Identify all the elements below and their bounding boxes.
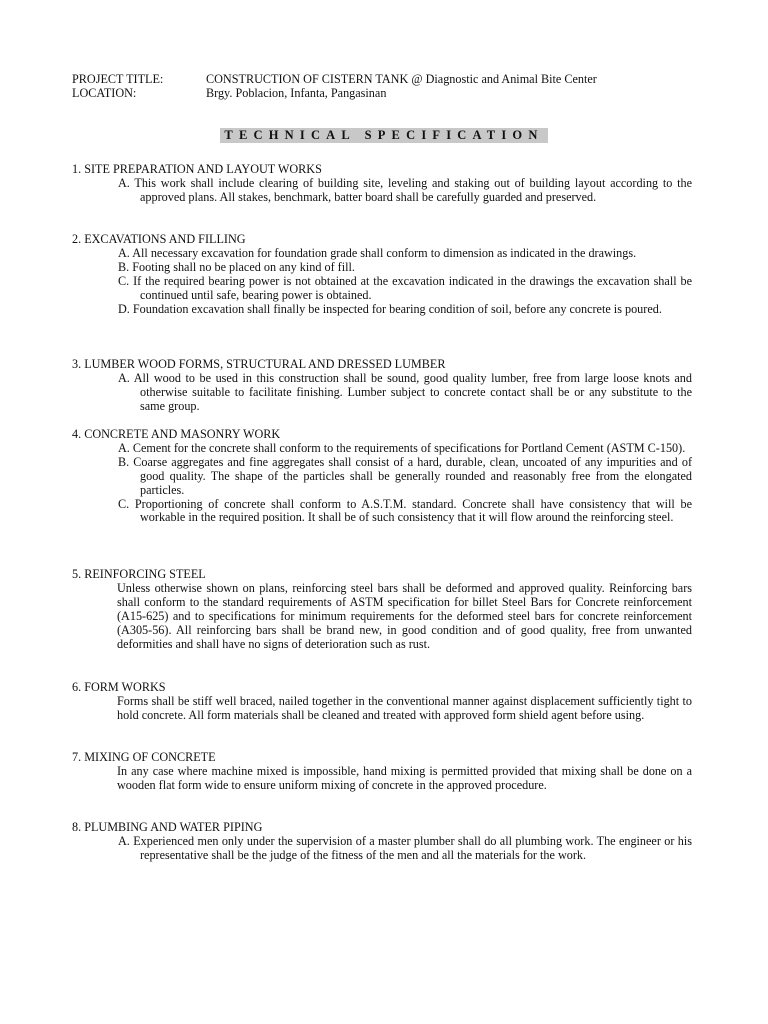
spec-paragraph: Forms shall be stiff well braced, nailed together in the conventional manner against displacement sufficiently tight to hold concrete. All form materials shall be cleaned and treated with approved form shield agent before using.	[117, 693, 692, 722]
project-title-value: CONSTRUCTION OF CISTERN TANK @ Diagnostic and Animal Bite Center	[206, 72, 597, 86]
spec-item: B. Coarse aggregates and fine aggregates shall consist of a hard, durable, clean, uncoated of any impurities and of good quality. The shape of the particles shall be generally rounded and reasonably free from the elongated particles.	[118, 454, 692, 497]
location-row	[72, 87, 712, 101]
section-reinforcing-steel	[72, 568, 692, 651]
spec-item: A. All necessary excavation for foundation grade shall conform to dimension as indicated in the drawings.	[118, 245, 637, 260]
section-lumber	[72, 358, 692, 414]
section-title: 2. EXCAVATIONS AND FILLING	[72, 232, 246, 246]
spec-paragraph: In any case where machine mixed is impossible, hand mixing is permitted provided that mixing shall be done on a wooden flat form wide to ensure uniform mixing of concrete in the approved procedure.	[117, 763, 692, 792]
project-title-row	[72, 73, 712, 87]
section-title: 8. PLUMBING AND WATER PIPING	[72, 820, 263, 834]
spec-item: D. Foundation excavation shall finally be inspected for bearing condition of soil, before any concrete is poured.	[118, 301, 662, 316]
project-header	[72, 73, 712, 101]
spec-item: C. If the required bearing power is not obtained at the excavation indicated in the drawings the excavation shall be continued until safe, bearing power is obtained.	[118, 273, 692, 302]
spec-item: B. Footing shall no be placed on any kind of fill.	[118, 259, 355, 274]
spec-paragraph: Unless otherwise shown on plans, reinforcing steel bars shall be deformed and approved quality. Reinforcing bars shall conform to the standard requirements of ASTM specification for billet Steel Bars for Concrete reinforcement (A15-625) and to specifications for minimum requirements for the deformed steel bars for concrete reinforcement (A305-56). All reinforcing bars shall be brand new, in good condition and of good quality, free from unwanted deformities and shall have no signs of deterioration such as rust.	[117, 580, 692, 651]
location-value: Brgy. Poblacion, Infanta, Pangasinan	[206, 85, 387, 100]
section-concrete-masonry	[72, 428, 692, 525]
section-title: 3. LUMBER WOOD FORMS, STRUCTURAL AND DRESSED LUMBER	[72, 357, 446, 371]
spec-item: A. Experienced men only under the supervision of a master plumber shall do all plumbing work. The engineer or his representative shall be the judge of the fitness of the men and all the materials for the work.	[118, 833, 692, 862]
document-title-wrap	[0, 128, 768, 143]
location-label: LOCATION:	[72, 85, 137, 100]
spec-item: A. Cement for the concrete shall conform to the requirements of specifications for Portland Cement (ASTM C-150).	[118, 440, 686, 455]
section-excavations	[72, 233, 692, 316]
section-title: 7. MIXING OF CONCRETE	[72, 750, 216, 764]
project-title-label: PROJECT TITLE:	[72, 72, 164, 86]
section-form-works	[72, 681, 692, 723]
spec-item: A. All wood to be used in this construction shall be sound, good quality lumber, free from large loose knots and otherwise suitable to facilitate finishing. Lumber subject to concrete contact shall be or any substitute to the same group.	[118, 370, 692, 413]
section-plumbing	[72, 821, 692, 863]
section-title: 4. CONCRETE AND MASONRY WORK	[72, 427, 281, 441]
section-site-preparation	[72, 163, 692, 205]
section-title: 1. SITE PREPARATION AND LAYOUT WORKS	[72, 162, 322, 176]
spec-item: A. This work shall include clearing of building site, leveling and staking out of building layout according to the approved plans. All stakes, benchmark, batter board shall be carefully guarded and preserved.	[118, 175, 692, 204]
section-title: 5. REINFORCING STEEL	[72, 567, 206, 581]
spec-item: C. Proportioning of concrete shall conform to A.S.T.M. standard. Concrete shall have consistency that will be workable in the required position. It shall be of such consistency that it will flow around the reinforcing steel.	[118, 496, 692, 525]
section-mixing-concrete	[72, 751, 692, 793]
section-title: 6. FORM WORKS	[72, 680, 166, 694]
document-title: TECHNICAL SPECIFICATION	[220, 128, 547, 143]
